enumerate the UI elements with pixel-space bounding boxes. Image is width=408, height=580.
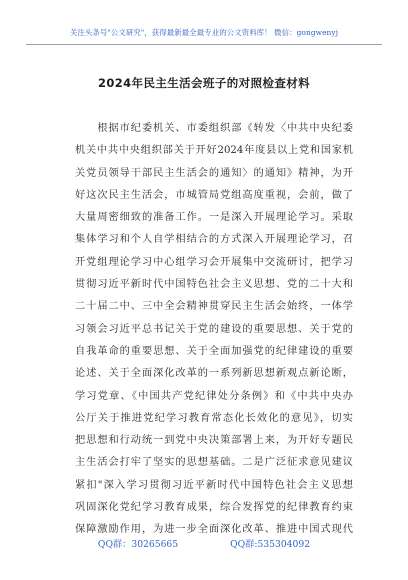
- body-line: 根据市纪委机关、市委组织部《转发〈中共中央纪委: [75, 123, 353, 134]
- body-line: 好这次民主生活会，市城管局党组高度重视，会前，做了: [75, 189, 353, 201]
- body-line: 二十届二中、三中全会精神贯穿民主生活会始终，一体学: [75, 301, 353, 313]
- body-line: 贯彻习近平新时代中国特色社会主义思想、党的二十大和: [75, 279, 353, 291]
- body-line: 关党员领导干部民主生活会的通知〉的通知》精神，为开: [75, 167, 353, 179]
- header-divider: [26, 44, 382, 45]
- body-line: 紧扣"深入学习贯彻习近平新时代中国特色社会主义思想: [75, 479, 353, 491]
- body-line: 公厅关于推进党纪学习教育常态化长效化的意见》，切实: [75, 412, 353, 424]
- body-line: 集体学习和个人自学相结合的方式深入开展理论学习，召: [75, 234, 353, 246]
- header-banner: 关注头条号"公文研究"，获得最新最全最专业的公文资料库！ 微信：gongwenyj: [69, 28, 339, 37]
- footer-qq-group-1: QQ群：30265665: [97, 539, 179, 550]
- body-line: 保障激励作用，为进一步全面深化改革、推进中国式现代: [75, 524, 353, 536]
- body-line: 把思想和行动统一到党中央决策部署上来，为开好专题民: [75, 435, 353, 447]
- body-line: 主生活会打牢了坚实的思想基础。二是广泛征求意见建议: [75, 457, 353, 469]
- footer-qq-group-2: QQ群:535304092: [230, 539, 311, 550]
- body-line: 机关中共中央组织部关于开好2024年度县以上党和国家机: [75, 145, 353, 157]
- footer: [0, 536, 408, 550]
- body-line: 学习党章、《中国共产党纪律处分条例》和《中共中央办: [75, 390, 353, 402]
- body-line: 大量周密细致的准备工作。一是深入开展理论学习。采取: [75, 212, 353, 224]
- body-line: 论述、关于全面深化改革的一系列新思想新观点新论断，: [75, 368, 353, 380]
- document-body: [75, 118, 353, 542]
- body-line: 开党组理论学习中心组学习会开展集中交流研讨，把学习: [75, 256, 353, 268]
- body-line: 习领会习近平总书记关于党的建设的重要思想、关于党的: [75, 323, 353, 335]
- document-title: 2024年民主生活会班子的对照检查材料: [97, 76, 311, 90]
- body-line: 巩固深化党纪学习教育成果，综合发挥党的纪律教育约束: [75, 502, 353, 514]
- body-line: 自我革命的重要思想、关于全面加强党的纪律建设的重要: [75, 345, 353, 357]
